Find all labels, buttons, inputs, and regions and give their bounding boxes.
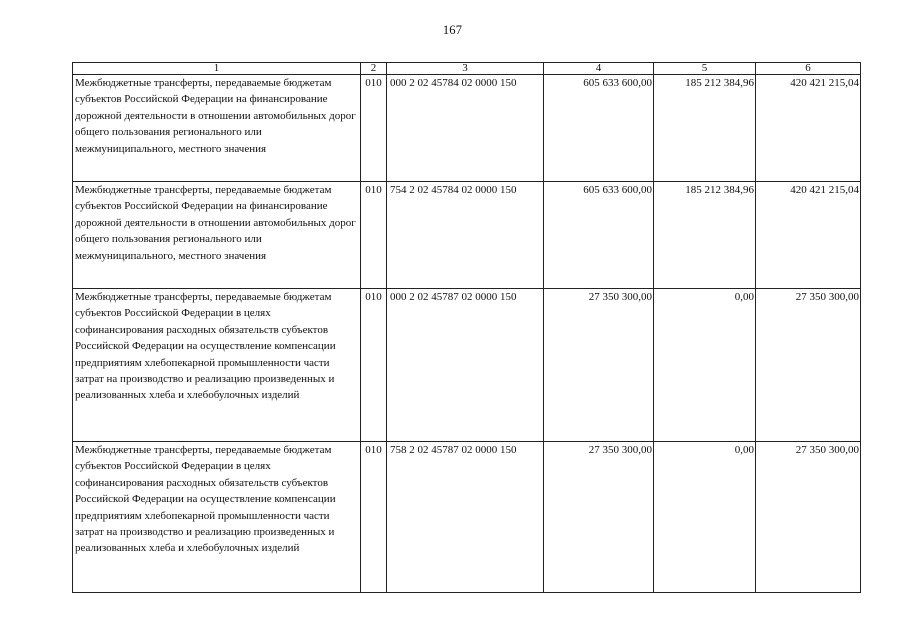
row-value-col6: 27 350 300,00 — [756, 289, 861, 442]
row-description: Межбюджетные трансферты, передаваемые бюджетам субъектов Российской Федерации на финансирование дорожной деятельности в отношении автомобильных дорог общего пользования регионального или межмуниципального, местного значения — [73, 75, 361, 182]
row-description: Межбюджетные трансферты, передаваемые бюджетам субъектов Российской Федерации в целях софинансирования расходных обязательств субъектов Российской Федерации на осуществление компенсации предприятиям хлебопекарной промышленности части затрат на производство и реализацию произведенных и реализованных хлеба и хлебобулочных изделий — [73, 442, 361, 593]
row-budget-code: 758 2 02 45787 02 0000 150 — [387, 442, 544, 593]
row-budget-code: 000 2 02 45784 02 0000 150 — [387, 75, 544, 182]
row-value-col6: 420 421 215,04 — [756, 182, 861, 289]
table-header-row — [73, 63, 861, 75]
row-value-col4: 27 350 300,00 — [544, 289, 654, 442]
row-line-code: 010 — [361, 289, 387, 442]
budget-table — [72, 62, 861, 593]
table-row — [73, 182, 861, 289]
column-header: 2 — [361, 63, 387, 75]
table-row — [73, 75, 861, 182]
row-value-col4: 605 633 600,00 — [544, 182, 654, 289]
row-value-col6: 27 350 300,00 — [756, 442, 861, 593]
row-line-code: 010 — [361, 442, 387, 593]
row-line-code: 010 — [361, 75, 387, 182]
row-description: Межбюджетные трансферты, передаваемые бюджетам субъектов Российской Федерации в целях софинансирования расходных обязательств субъектов Российской Федерации на осуществление компенсации предприятиям хлебопекарной промышленности части затрат на производство и реализацию произведенных и реализованных хлеба и хлебобулочных изделий — [73, 289, 361, 442]
row-value-col5: 185 212 384,96 — [654, 182, 756, 289]
row-description: Межбюджетные трансферты, передаваемые бюджетам субъектов Российской Федерации на финансирование дорожной деятельности в отношении автомобильных дорог общего пользования регионального или межмуниципального, местного значения — [73, 182, 361, 289]
row-value-col5: 185 212 384,96 — [654, 75, 756, 182]
row-value-col6: 420 421 215,04 — [756, 75, 861, 182]
row-line-code: 010 — [361, 182, 387, 289]
row-budget-code: 000 2 02 45787 02 0000 150 — [387, 289, 544, 442]
row-value-col4: 605 633 600,00 — [544, 75, 654, 182]
page-number: 167 — [442, 23, 463, 37]
table-row — [73, 289, 861, 442]
row-value-col5: 0,00 — [654, 442, 756, 593]
column-header: 4 — [544, 63, 654, 75]
column-header: 6 — [756, 63, 861, 75]
row-value-col4: 27 350 300,00 — [544, 442, 654, 593]
table-row — [73, 442, 861, 593]
row-value-col5: 0,00 — [654, 289, 756, 442]
column-header: 1 — [73, 63, 361, 75]
column-header: 5 — [654, 63, 756, 75]
column-header: 3 — [387, 63, 544, 75]
row-budget-code: 754 2 02 45784 02 0000 150 — [387, 182, 544, 289]
